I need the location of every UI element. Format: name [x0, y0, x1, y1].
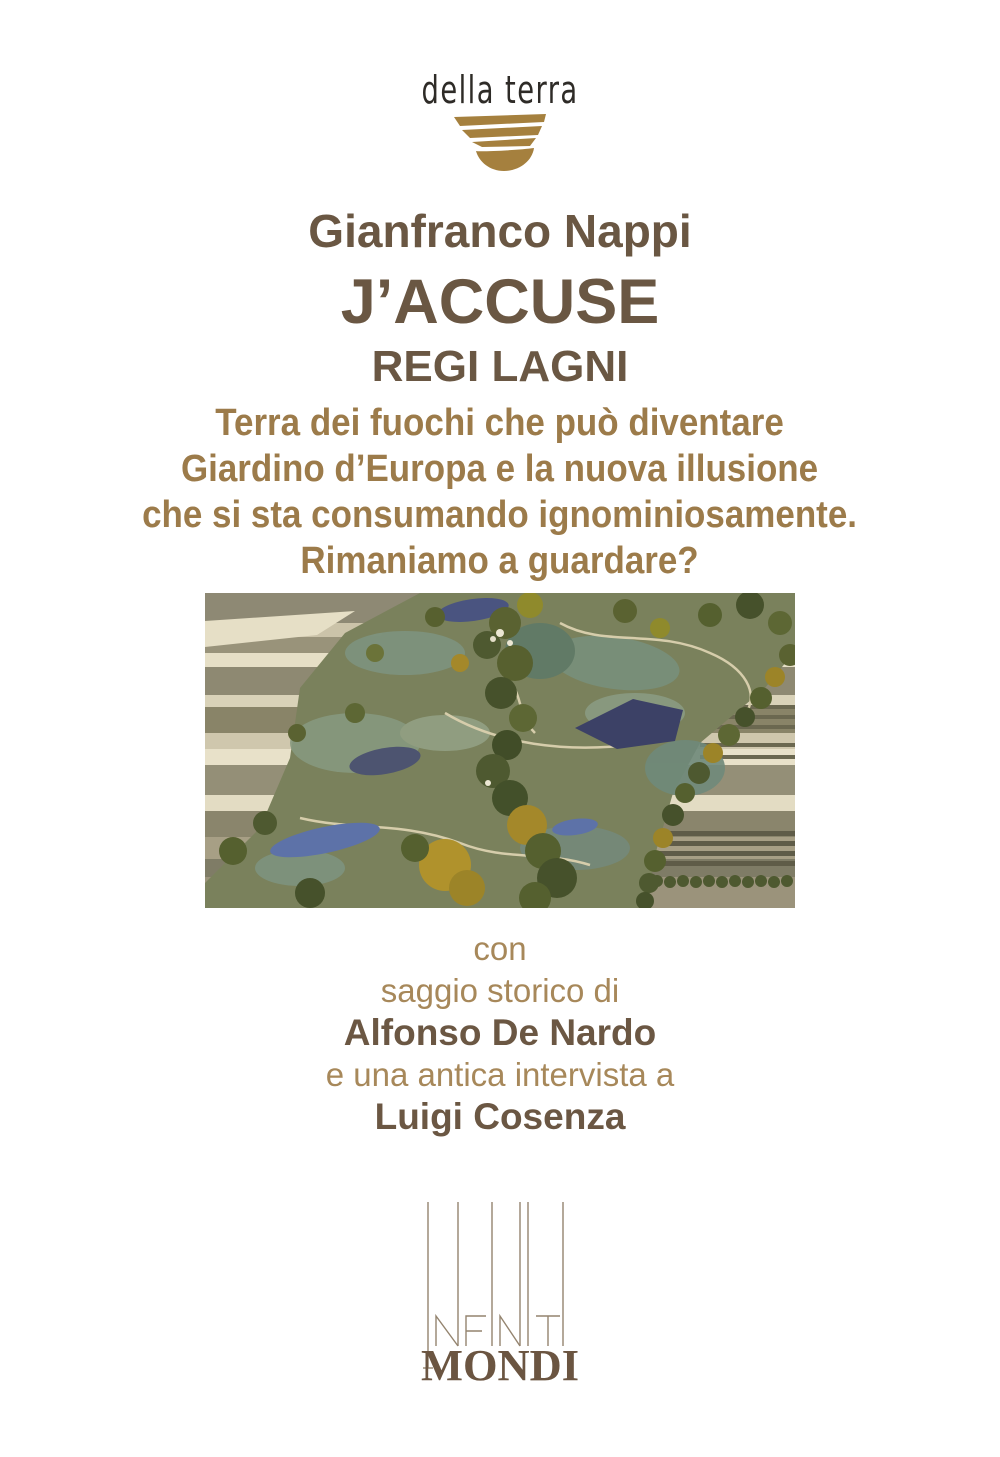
contrib-name-2: Luigi Cosenza	[374, 1096, 626, 1137]
contrib-intro: con	[473, 930, 527, 967]
book-subtitle: REGI LAGNI	[371, 342, 629, 391]
cover-photo	[205, 593, 795, 908]
contrib-name-1: Alfonso De Nardo	[343, 1012, 657, 1053]
publisher-logo	[416, 1198, 584, 1398]
terraced-bowl-icon	[450, 114, 550, 172]
contributors	[0, 928, 1000, 1138]
tagline-line-4: Rimaniamo a guardare?	[300, 540, 700, 582]
tagline-line-1: Terra dei fuochi che può diventare	[215, 402, 785, 444]
contrib-role-2: e una antica intervista a	[325, 1056, 675, 1093]
book-title: J’ACCUSE	[340, 267, 660, 337]
series-logo	[0, 68, 1000, 172]
tagline-line-2: Giardino d’Europa e la nuova illusione	[181, 448, 819, 490]
tagline	[0, 400, 1000, 584]
publisher-word-mondi: MONDI	[421, 1341, 579, 1390]
contrib-role-1: saggio storico di	[380, 972, 620, 1009]
series-name: della terra	[421, 68, 579, 112]
tagline-line-3: che si sta consumando ignominiosamente.	[142, 494, 858, 536]
author-name: Gianfranco Nappi	[308, 205, 692, 257]
